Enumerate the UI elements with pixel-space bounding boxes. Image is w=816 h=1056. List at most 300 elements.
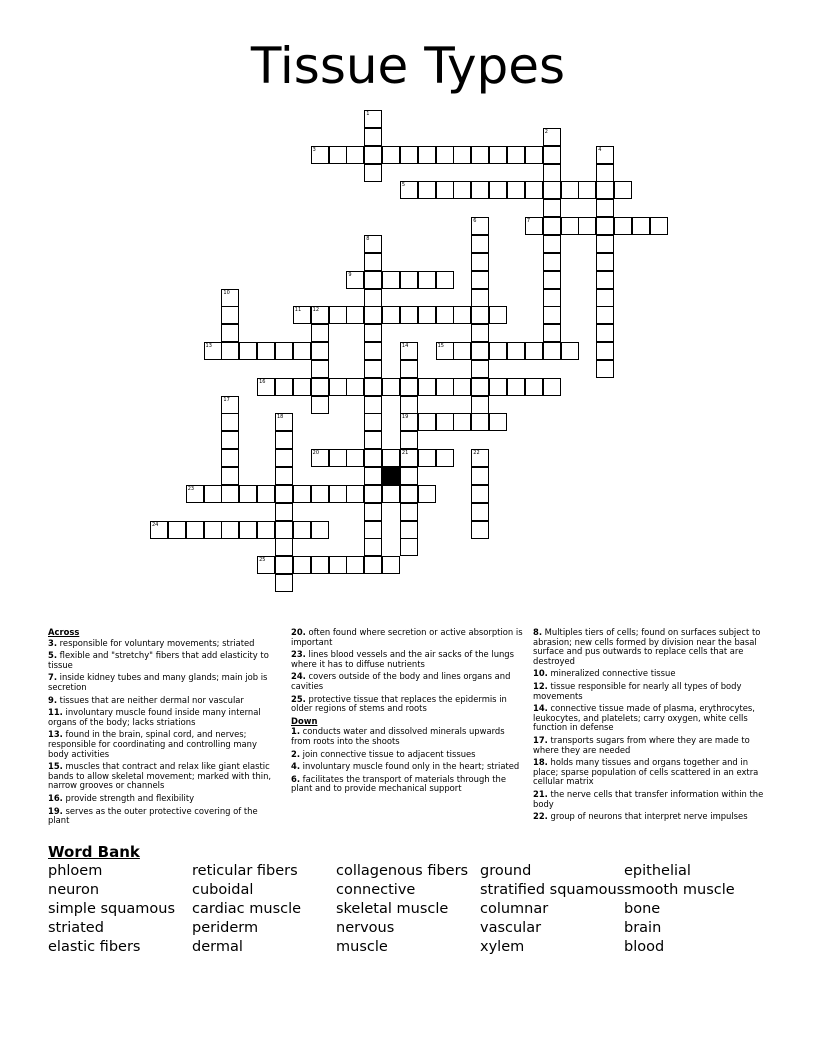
grid-cell[interactable]	[436, 181, 454, 199]
grid-cell[interactable]	[293, 556, 311, 574]
grid-cell[interactable]	[489, 181, 507, 199]
grid-cell[interactable]	[293, 485, 311, 503]
clue-number-label: 18.	[533, 757, 548, 768]
clue-number-label: 4.	[291, 761, 301, 772]
grid-cell[interactable]	[543, 128, 561, 146]
grid-cell[interactable]	[364, 556, 382, 574]
grid-cell[interactable]	[400, 521, 418, 539]
word-bank-item: periderm	[192, 920, 259, 936]
grid-cell[interactable]	[543, 181, 561, 199]
grid-cell[interactable]	[507, 342, 525, 360]
grid-cell[interactable]	[364, 146, 382, 164]
grid-cell[interactable]	[364, 306, 382, 324]
clue-text: involuntary muscle found inside many internal organs of the body; lacks striations	[48, 707, 261, 727]
grid-cell[interactable]	[221, 396, 239, 414]
clue-number-label: 2.	[291, 748, 301, 759]
clue-number: 19	[401, 414, 409, 421]
grid-cell[interactable]	[275, 485, 293, 503]
clue-number: 12	[312, 307, 320, 314]
grid-cell[interactable]	[400, 485, 418, 503]
clue-number-label: 12.	[533, 680, 548, 691]
grid-cell[interactable]	[364, 538, 382, 556]
grid-cell[interactable]	[400, 431, 418, 449]
grid-cell[interactable]	[364, 449, 382, 467]
grid-cell[interactable]	[596, 164, 614, 182]
grid-cell[interactable]	[364, 324, 382, 342]
grid-cell[interactable]	[400, 503, 418, 521]
grid-cell[interactable]	[400, 378, 418, 396]
grid-cell[interactable]	[400, 146, 418, 164]
grid-cell[interactable]	[329, 306, 347, 324]
clue-text: covers outside of the body and lines organs and cavities	[291, 671, 511, 691]
clue-number-label: 9.	[48, 694, 58, 705]
grid-cell[interactable]	[471, 271, 489, 289]
clue-number: 13	[205, 343, 212, 350]
grid-cell[interactable]	[364, 128, 382, 146]
grid-cell[interactable]	[221, 431, 239, 449]
grid-cell[interactable]	[364, 378, 382, 396]
grid-cell[interactable]	[329, 556, 347, 574]
grid-cell[interactable]	[471, 181, 489, 199]
clue-text: mineralized connective tissue	[547, 668, 676, 679]
grid-cell[interactable]	[596, 306, 614, 324]
grid-cell[interactable]	[221, 449, 239, 467]
grid-cell[interactable]	[525, 342, 543, 360]
word-bank-col-4	[480, 862, 624, 957]
grid-cell[interactable]	[489, 342, 507, 360]
down-clues-part1	[291, 727, 523, 794]
grid-cell[interactable]	[364, 271, 382, 289]
grid-cell[interactable]	[364, 110, 382, 128]
word-bank-col-3	[336, 862, 468, 957]
grid-cell[interactable]	[257, 485, 275, 503]
clue-number: 16	[259, 378, 266, 385]
grid-cell[interactable]	[239, 521, 257, 539]
clue-text: involuntary muscle found only in the heart; striated	[300, 761, 520, 772]
word-bank-item: vascular	[480, 920, 542, 936]
grid-cell[interactable]	[471, 235, 489, 253]
grid-cell[interactable]	[400, 538, 418, 556]
grid-cell[interactable]	[311, 360, 329, 378]
clue-number: 25	[259, 557, 266, 564]
grid-cell[interactable]	[364, 413, 382, 431]
grid-cell[interactable]	[311, 521, 329, 539]
grid-cell[interactable]	[329, 378, 347, 396]
grid-cell[interactable]	[418, 413, 436, 431]
grid-cell[interactable]	[596, 342, 614, 360]
grid-cell[interactable]	[275, 413, 293, 431]
grid-cell[interactable]	[471, 503, 489, 521]
grid-cell[interactable]	[221, 467, 239, 485]
grid-cell[interactable]	[329, 449, 347, 467]
clue-number: 11	[294, 307, 302, 314]
grid-cell[interactable]	[239, 485, 257, 503]
grid-cell[interactable]	[507, 146, 525, 164]
grid-cell[interactable]	[543, 324, 561, 342]
grid-cell[interactable]	[364, 289, 382, 307]
grid-cell[interactable]	[543, 217, 561, 235]
word-bank-item: stratified squamous	[480, 882, 625, 898]
grid-cell[interactable]	[471, 378, 489, 396]
grid-cell[interactable]	[543, 146, 561, 164]
clue-number-label: 16.	[48, 792, 63, 803]
grid-cell[interactable]	[204, 342, 222, 360]
clue-text: transports sugars from where they are made to where they are needed	[533, 734, 750, 755]
grid-cell[interactable]	[543, 253, 561, 271]
grid-cell[interactable]	[507, 378, 525, 396]
clue-item	[48, 651, 280, 670]
grid-cell[interactable]	[400, 181, 418, 199]
grid-cell[interactable]	[221, 324, 239, 342]
grid-cell[interactable]	[275, 449, 293, 467]
word-bank-item: skeletal muscle	[336, 901, 449, 917]
word-bank-item: xylem	[480, 939, 525, 955]
clue-text: tissues that are neither dermal nor vascular	[57, 694, 244, 705]
clue-number-label: 10.	[533, 668, 548, 679]
grid-cell[interactable]	[543, 342, 561, 360]
grid-cell[interactable]	[275, 503, 293, 521]
grid-cell[interactable]	[311, 342, 329, 360]
grid-cell[interactable]	[329, 485, 347, 503]
grid-cell[interactable]	[275, 342, 293, 360]
grid-cell[interactable]	[453, 413, 471, 431]
grid-cell[interactable]	[400, 467, 418, 485]
grid-cell[interactable]	[418, 485, 436, 503]
grid-cell[interactable]	[364, 485, 382, 503]
clue-text: holds many tissues and organs together and in place; sparse population of cells scattered in an extra cellular matrix	[533, 757, 759, 787]
grid-cell[interactable]	[453, 342, 471, 360]
grid-cell[interactable]	[596, 181, 614, 199]
word-bank-item: neuron	[48, 882, 100, 898]
word-bank-item: reticular fibers	[192, 863, 298, 879]
clue-number: 22	[473, 450, 480, 457]
grid-cell[interactable]	[436, 449, 454, 467]
grid-cell[interactable]	[186, 485, 204, 503]
word-bank-item: connective	[336, 882, 416, 898]
grid-cell[interactable]	[150, 521, 168, 539]
grid-cell[interactable]	[346, 449, 364, 467]
clue-text: responsible for voluntary movements; striated	[57, 637, 255, 648]
grid-cell[interactable]	[221, 521, 239, 539]
clue-number-label: 11.	[48, 707, 63, 718]
grid-cell[interactable]	[400, 342, 418, 360]
grid-cell[interactable]	[275, 467, 293, 485]
grid-cell[interactable]	[418, 146, 436, 164]
grid-cell[interactable]	[329, 146, 347, 164]
clue-number-label: 3.	[48, 637, 58, 648]
grid-cell[interactable]	[596, 289, 614, 307]
word-bank-item: elastic fibers	[48, 939, 141, 955]
grid-cell[interactable]	[471, 521, 489, 539]
grid-cell[interactable]	[364, 360, 382, 378]
grid-cell[interactable]	[418, 306, 436, 324]
clue-item	[533, 790, 765, 809]
grid-cell[interactable]	[453, 181, 471, 199]
word-bank-item: bone	[624, 901, 661, 917]
grid-cell[interactable]	[346, 485, 364, 503]
grid-cell[interactable]	[346, 271, 364, 289]
grid-cell[interactable]	[561, 217, 579, 235]
clue-number-label: 21.	[533, 788, 548, 799]
grid-cell[interactable]	[311, 378, 329, 396]
grid-cell[interactable]	[525, 378, 543, 396]
clue-text: tissue responsible for nearly all types of body movements	[533, 680, 742, 701]
word-bank-item: collagenous fibers	[336, 863, 469, 879]
grid-cell[interactable]	[293, 521, 311, 539]
grid-cell[interactable]	[543, 378, 561, 396]
grid-cell[interactable]	[364, 521, 382, 539]
grid-cell[interactable]	[471, 217, 489, 235]
grid-cell[interactable]	[257, 378, 275, 396]
grid-cell[interactable]	[364, 342, 382, 360]
grid-cell[interactable]	[418, 449, 436, 467]
grid-cell[interactable]	[400, 271, 418, 289]
grid-cell[interactable]	[275, 378, 293, 396]
clue-text: lines blood vessels and the air sacks of the lungs where it has to diffuse nutrients	[291, 649, 514, 669]
word-bank-title: Word Bank	[48, 843, 140, 861]
grid-cell[interactable]	[578, 217, 596, 235]
grid-cell[interactable]	[632, 217, 650, 235]
clue-number-label: 1.	[291, 726, 301, 737]
clue-number-label: 22.	[533, 811, 548, 822]
clue-item	[533, 736, 765, 755]
clue-number-label: 5.	[48, 650, 58, 661]
word-bank-item: blood	[624, 939, 665, 955]
grid-cell[interactable]	[221, 289, 239, 307]
clue-number: 1	[366, 111, 370, 117]
grid-cell[interactable]	[311, 485, 329, 503]
grid-cell[interactable]	[311, 556, 329, 574]
word-bank-item: smooth muscle	[624, 882, 735, 898]
grid-cell[interactable]	[239, 342, 257, 360]
across-clues-part2	[291, 628, 523, 714]
grid-cell[interactable]	[453, 306, 471, 324]
clue-text: inside kidney tubes and many glands; main job is secretion	[48, 672, 268, 692]
clue-number: 4	[598, 146, 602, 153]
grid-cell[interactable]	[489, 413, 507, 431]
grid-cell[interactable]	[382, 271, 400, 289]
page-title: Tissue Types	[250, 37, 566, 95]
clue-number: 2	[544, 128, 548, 135]
grid-cell[interactable]	[525, 217, 543, 235]
down-clues-part2	[533, 628, 765, 822]
grid-cell[interactable]	[364, 253, 382, 271]
grid-cell[interactable]	[489, 378, 507, 396]
clue-number-label: 25.	[291, 693, 306, 704]
grid-cell[interactable]	[221, 342, 239, 360]
grid-cell[interactable]	[400, 360, 418, 378]
word-bank-item: dermal	[192, 939, 243, 955]
grid-cell[interactable]	[364, 431, 382, 449]
grid-cell[interactable]	[275, 521, 293, 539]
word-bank-item: phloem	[48, 863, 103, 879]
grid-cell[interactable]	[596, 324, 614, 342]
grid-cell[interactable]	[293, 306, 311, 324]
clue-number-label: 20.	[291, 627, 306, 637]
clue-number-label: 13.	[48, 729, 63, 740]
grid-cell[interactable]	[543, 164, 561, 182]
grid-cell[interactable]	[471, 342, 489, 360]
grid-cell[interactable]	[418, 181, 436, 199]
grid-cell[interactable]	[275, 556, 293, 574]
clue-item	[291, 650, 523, 669]
grid-cell[interactable]	[382, 485, 400, 503]
across-heading: Across	[48, 627, 80, 637]
clue-item	[48, 807, 280, 826]
grid-cell[interactable]	[311, 449, 329, 467]
grid-cell[interactable]	[596, 217, 614, 235]
clue-item	[48, 696, 280, 706]
grid-cell[interactable]	[346, 146, 364, 164]
grid-cell[interactable]	[275, 574, 293, 592]
grid-cell[interactable]	[543, 306, 561, 324]
grid-cell[interactable]	[436, 146, 454, 164]
clue-number: 6	[473, 218, 477, 225]
word-bank-col-5	[624, 862, 735, 957]
grid-cell[interactable]	[436, 342, 454, 360]
grid-cell[interactable]	[453, 378, 471, 396]
grid-cell[interactable]	[471, 146, 489, 164]
grid-cell[interactable]	[382, 449, 400, 467]
grid-cell[interactable]	[543, 289, 561, 307]
grid-cell[interactable]	[364, 467, 382, 485]
grid-cell[interactable]	[436, 413, 454, 431]
clue-item	[291, 750, 523, 760]
grid-cell[interactable]	[489, 146, 507, 164]
clue-number: 20	[312, 450, 320, 457]
grid-cell[interactable]	[221, 413, 239, 431]
grid-cell[interactable]	[561, 181, 579, 199]
grid-cell[interactable]	[650, 217, 668, 235]
grid-cell[interactable]	[471, 485, 489, 503]
word-bank-item: striated	[48, 920, 104, 936]
grid-cell[interactable]	[186, 521, 204, 539]
grid-cell[interactable]	[346, 556, 364, 574]
grid-cell[interactable]	[436, 271, 454, 289]
clue-text: group of neurons that interpret nerve impulses	[547, 811, 748, 822]
grid-cell[interactable]	[275, 431, 293, 449]
grid-cell[interactable]	[471, 324, 489, 342]
grid-cell[interactable]	[257, 342, 275, 360]
grid-cell[interactable]	[293, 378, 311, 396]
grid-cell[interactable]	[614, 217, 632, 235]
grid-cell[interactable]	[489, 306, 507, 324]
grid-cell[interactable]	[382, 146, 400, 164]
grid-cell[interactable]	[364, 164, 382, 182]
word-bank-item: epithelial	[624, 863, 691, 879]
grid-cell[interactable]	[543, 271, 561, 289]
clue-item	[48, 762, 280, 791]
grid-cell[interactable]	[596, 199, 614, 217]
grid-cell[interactable]	[311, 396, 329, 414]
grid-cell[interactable]	[382, 378, 400, 396]
clue-number: 17	[223, 396, 230, 403]
clue-number-label: 17.	[533, 734, 548, 745]
grid-cell[interactable]	[543, 199, 561, 217]
grid-cell[interactable]	[596, 271, 614, 289]
grid-cell[interactable]	[471, 449, 489, 467]
clue-number: 21	[401, 450, 409, 457]
grid-cell[interactable]	[346, 378, 364, 396]
clue-item	[291, 695, 523, 714]
word-bank-item: columnar	[480, 901, 549, 917]
grid-cell[interactable]	[311, 146, 329, 164]
grid-cell[interactable]	[204, 521, 222, 539]
grid-cell[interactable]	[221, 306, 239, 324]
grid-cell[interactable]	[453, 146, 471, 164]
grid-cell[interactable]	[400, 306, 418, 324]
grid-cell[interactable]	[382, 556, 400, 574]
grid-cell[interactable]	[596, 253, 614, 271]
grid-cell[interactable]	[436, 306, 454, 324]
grid-cell[interactable]	[418, 271, 436, 289]
grid-cell[interactable]	[471, 467, 489, 485]
grid-cell[interactable]	[525, 146, 543, 164]
clue-column-2	[291, 628, 523, 797]
clue-number: 3	[312, 146, 316, 153]
grid-cell[interactable]	[311, 306, 329, 324]
grid-cell[interactable]	[257, 521, 275, 539]
clue-item	[48, 794, 280, 804]
grid-cell[interactable]	[507, 181, 525, 199]
clue-number: 5	[401, 182, 406, 189]
grid-cell[interactable]	[471, 289, 489, 307]
blocked-cell	[382, 467, 400, 485]
grid-cell[interactable]	[168, 521, 186, 539]
grid-cell[interactable]	[596, 235, 614, 253]
grid-cell[interactable]	[471, 306, 489, 324]
clue-number-label: 24.	[291, 671, 306, 682]
word-bank-item: ground	[480, 863, 532, 879]
grid-cell[interactable]	[364, 396, 382, 414]
clue-item	[533, 628, 765, 666]
grid-cell[interactable]	[614, 181, 632, 199]
grid-cell[interactable]	[596, 360, 614, 378]
grid-cell[interactable]	[543, 235, 561, 253]
grid-cell[interactable]	[418, 378, 436, 396]
grid-cell[interactable]	[275, 538, 293, 556]
grid-cell[interactable]	[471, 413, 489, 431]
grid-cell[interactable]	[311, 324, 329, 342]
grid-cell[interactable]	[400, 396, 418, 414]
clue-number-label: 8.	[533, 627, 543, 637]
grid-cell[interactable]	[364, 503, 382, 521]
grid-cell[interactable]	[382, 306, 400, 324]
clue-number: 8	[366, 235, 370, 242]
grid-cell[interactable]	[400, 449, 418, 467]
grid-cell[interactable]	[257, 556, 275, 574]
grid-cell[interactable]	[436, 378, 454, 396]
clue-text: serves as the outer protective covering of the plant	[48, 805, 258, 826]
grid-cell[interactable]	[293, 342, 311, 360]
clue-item	[291, 628, 523, 647]
clue-number: 14	[401, 343, 409, 350]
grid-cell[interactable]	[364, 235, 382, 253]
grid-cell[interactable]	[346, 306, 364, 324]
grid-cell[interactable]	[578, 181, 596, 199]
grid-cell[interactable]	[221, 485, 239, 503]
grid-cell[interactable]	[471, 360, 489, 378]
grid-cell[interactable]	[471, 396, 489, 414]
grid-cell[interactable]	[525, 181, 543, 199]
clue-column-3	[533, 628, 765, 825]
grid-cell[interactable]	[400, 413, 418, 431]
grid-cell[interactable]	[596, 146, 614, 164]
grid-cell[interactable]	[471, 253, 489, 271]
clue-text: facilitates the transport of materials through the plant and to provide mechanical support	[291, 773, 507, 794]
grid-cell[interactable]	[561, 342, 579, 360]
grid-cell[interactable]	[204, 485, 222, 503]
